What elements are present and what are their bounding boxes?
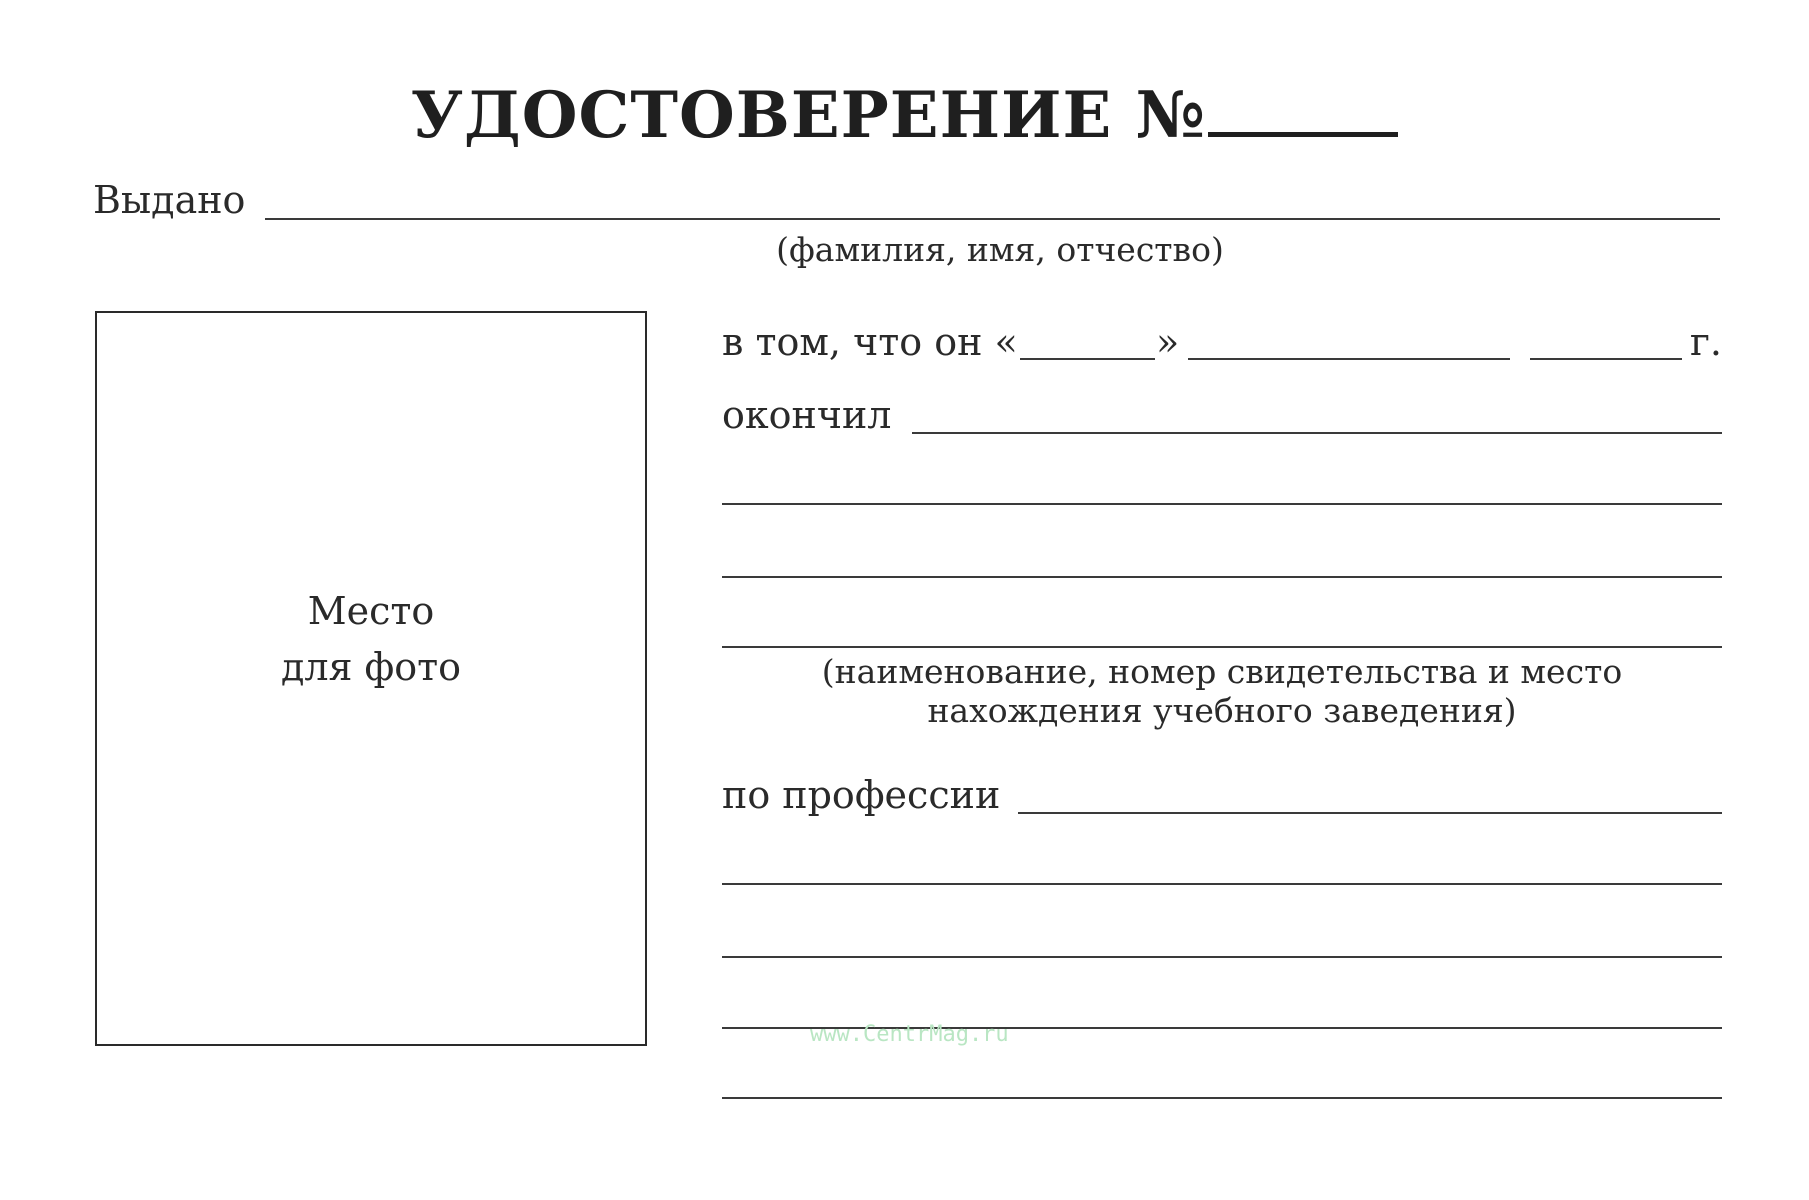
photo-line2: для фото (280, 645, 462, 689)
photo-line1: Место (307, 589, 435, 633)
date-suffix: г. (1690, 320, 1722, 364)
watermark: www.CentrMag.ru (810, 1022, 1009, 1047)
issued-name-field[interactable] (265, 218, 1720, 220)
finished-label: окончил (722, 393, 892, 437)
school-line-4[interactable] (722, 646, 1722, 648)
date-prefix: в том, что он « (722, 320, 1018, 364)
school-line-3[interactable] (722, 576, 1722, 578)
finished-field[interactable] (912, 432, 1722, 434)
school-caption-line1: (наименование, номер свидетельства и место (821, 652, 1623, 691)
profession-line-5[interactable] (722, 1097, 1722, 1099)
school-caption (722, 652, 1722, 730)
document-title (0, 78, 1809, 153)
profession-line-3[interactable] (722, 956, 1722, 958)
certificate-number-field[interactable] (1208, 80, 1398, 137)
profession-field[interactable] (1018, 812, 1722, 814)
date-year-field[interactable] (1530, 358, 1682, 360)
school-caption-line2: нахождения учебного заведения) (927, 691, 1517, 730)
school-line-2[interactable] (722, 503, 1722, 505)
date-mid: » (1156, 320, 1180, 364)
issued-label: Выдано (93, 178, 246, 222)
photo-placeholder-text (95, 583, 647, 695)
profession-label: по профессии (722, 773, 1001, 817)
date-day-field[interactable] (1020, 358, 1155, 360)
date-month-field[interactable] (1188, 358, 1510, 360)
issued-caption: (фамилия, имя, отчество) (776, 230, 1224, 269)
profession-line-2[interactable] (722, 883, 1722, 885)
title-text: УДОСТОВЕРЕНИЕ № (410, 78, 1207, 153)
